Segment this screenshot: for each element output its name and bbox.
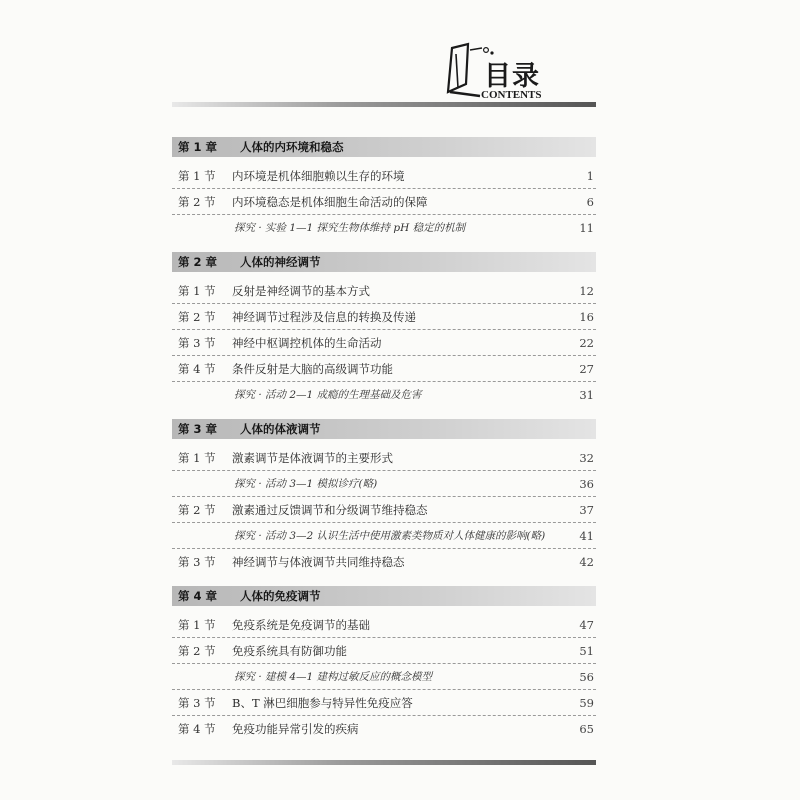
section-number: 第 1 节 bbox=[178, 617, 216, 632]
chapter-title: 人体的免疫调节 bbox=[240, 589, 321, 603]
page-number: 47 bbox=[579, 617, 594, 632]
page-number: 12 bbox=[579, 283, 594, 298]
chapter-heading[interactable] bbox=[172, 252, 596, 272]
header bbox=[0, 0, 800, 110]
entry-title: 探究 · 活动 3—1 模拟诊疗(略) bbox=[234, 478, 378, 490]
toc-section-entry[interactable] bbox=[172, 690, 596, 716]
page-number: 42 bbox=[579, 554, 594, 569]
top-divider bbox=[172, 102, 596, 107]
page-subtitle: CONTENTS bbox=[481, 89, 542, 101]
section-number: 第 1 节 bbox=[178, 283, 216, 298]
toc-section-entry[interactable] bbox=[172, 189, 596, 215]
toc-section-entry[interactable] bbox=[172, 356, 596, 382]
entry-title: 内环境稳态是机体细胞生命活动的保障 bbox=[232, 194, 428, 209]
section-number: 第 3 节 bbox=[178, 554, 216, 569]
page-number: 6 bbox=[586, 194, 594, 209]
toc-section-entry[interactable] bbox=[172, 638, 596, 664]
toc-section-entry[interactable] bbox=[172, 330, 596, 356]
section-number: 第 4 节 bbox=[178, 361, 216, 376]
page-number: 36 bbox=[579, 476, 594, 491]
toc-section-entry[interactable] bbox=[172, 445, 596, 471]
section-number: 第 2 节 bbox=[178, 309, 216, 324]
entry-title: 内环境是机体细胞赖以生存的环境 bbox=[232, 168, 405, 183]
entry-title: 免疫系统具有防御功能 bbox=[232, 643, 347, 658]
toc-activity-entry[interactable] bbox=[172, 215, 596, 240]
page-number: 41 bbox=[579, 528, 594, 543]
chapter-heading[interactable] bbox=[172, 586, 596, 606]
page-title: 目录 bbox=[484, 61, 540, 92]
entry-title: 激素调节是体液调节的主要形式 bbox=[232, 450, 393, 465]
entry-title: 免疫功能异常引发的疾病 bbox=[232, 721, 359, 736]
entry-title: 条件反射是大脑的高级调节功能 bbox=[232, 361, 393, 376]
toc-section-entry[interactable] bbox=[172, 304, 596, 330]
entry-title: 探究 · 实验 1—1 探究生物体维持 pH 稳定的机制 bbox=[234, 222, 466, 234]
page-number: 22 bbox=[579, 335, 594, 350]
chapter-gap bbox=[172, 240, 596, 252]
page-number: 56 bbox=[579, 669, 594, 684]
toc-section-entry[interactable] bbox=[172, 497, 596, 523]
page-number: 27 bbox=[579, 361, 594, 376]
section-number: 第 2 节 bbox=[178, 502, 216, 517]
entry-title: 激素通过反馈调节和分级调节维持稳态 bbox=[232, 502, 428, 517]
section-number: 第 2 节 bbox=[178, 194, 216, 209]
bottom-divider bbox=[172, 760, 596, 765]
toc-section-entry[interactable] bbox=[172, 163, 596, 189]
section-number: 第 3 节 bbox=[178, 695, 216, 710]
entry-title: 神经中枢调控机体的生命活动 bbox=[232, 335, 382, 350]
section-number: 第 1 节 bbox=[178, 450, 216, 465]
page-number: 65 bbox=[579, 721, 594, 736]
page-number: 1 bbox=[586, 168, 594, 183]
toc-activity-entry[interactable] bbox=[172, 382, 596, 407]
chapter-number: 第 1 章 bbox=[178, 140, 218, 154]
toc-activity-entry[interactable] bbox=[172, 664, 596, 690]
chapter-gap bbox=[172, 407, 596, 419]
page-number: 11 bbox=[579, 220, 594, 235]
chapter-title: 人体的神经调节 bbox=[240, 255, 321, 269]
entry-title: 探究 · 活动 3—2 认识生活中使用激素类物质对人体健康的影响(略) bbox=[234, 530, 546, 542]
chapter-title: 人体的内环境和稳态 bbox=[240, 140, 344, 154]
chapter-number: 第 4 章 bbox=[178, 589, 218, 603]
entry-title: 探究 · 建模 4—1 建构过敏反应的概念模型 bbox=[234, 671, 433, 683]
entry-title: 反射是神经调节的基本方式 bbox=[232, 283, 370, 298]
toc-section-entry[interactable] bbox=[172, 716, 596, 741]
section-number: 第 3 节 bbox=[178, 335, 216, 350]
toc-section-entry[interactable] bbox=[172, 549, 596, 574]
chapter-heading[interactable] bbox=[172, 419, 596, 439]
toc-activity-entry[interactable] bbox=[172, 523, 596, 549]
section-number: 第 2 节 bbox=[178, 643, 216, 658]
entry-title: 神经调节过程涉及信息的转换及传递 bbox=[232, 309, 416, 324]
chapter-number: 第 2 章 bbox=[178, 255, 218, 269]
toc-section-entry[interactable] bbox=[172, 278, 596, 304]
chapter-gap bbox=[172, 574, 596, 586]
entry-title: 免疫系统是免疫调节的基础 bbox=[232, 617, 370, 632]
entry-title: B、T 淋巴细胞参与特异性免疫应答 bbox=[232, 695, 413, 710]
section-number: 第 1 节 bbox=[178, 168, 216, 183]
page-number: 51 bbox=[579, 643, 594, 658]
page-number: 31 bbox=[579, 387, 594, 402]
toc-activity-entry[interactable] bbox=[172, 471, 596, 497]
page-number: 16 bbox=[579, 309, 594, 324]
chapter-number: 第 3 章 bbox=[178, 422, 218, 436]
page-number: 32 bbox=[579, 450, 594, 465]
toc-section-entry[interactable] bbox=[172, 612, 596, 638]
entry-title: 神经调节与体液调节共同维持稳态 bbox=[232, 554, 405, 569]
chapter-heading[interactable] bbox=[172, 137, 596, 157]
table-of-contents bbox=[172, 137, 596, 741]
chapter-title: 人体的体液调节 bbox=[240, 422, 321, 436]
page-number: 37 bbox=[579, 502, 594, 517]
entry-title: 探究 · 活动 2—1 成瘾的生理基础及危害 bbox=[234, 389, 422, 401]
page-number: 59 bbox=[579, 695, 594, 710]
section-number: 第 4 节 bbox=[178, 721, 216, 736]
